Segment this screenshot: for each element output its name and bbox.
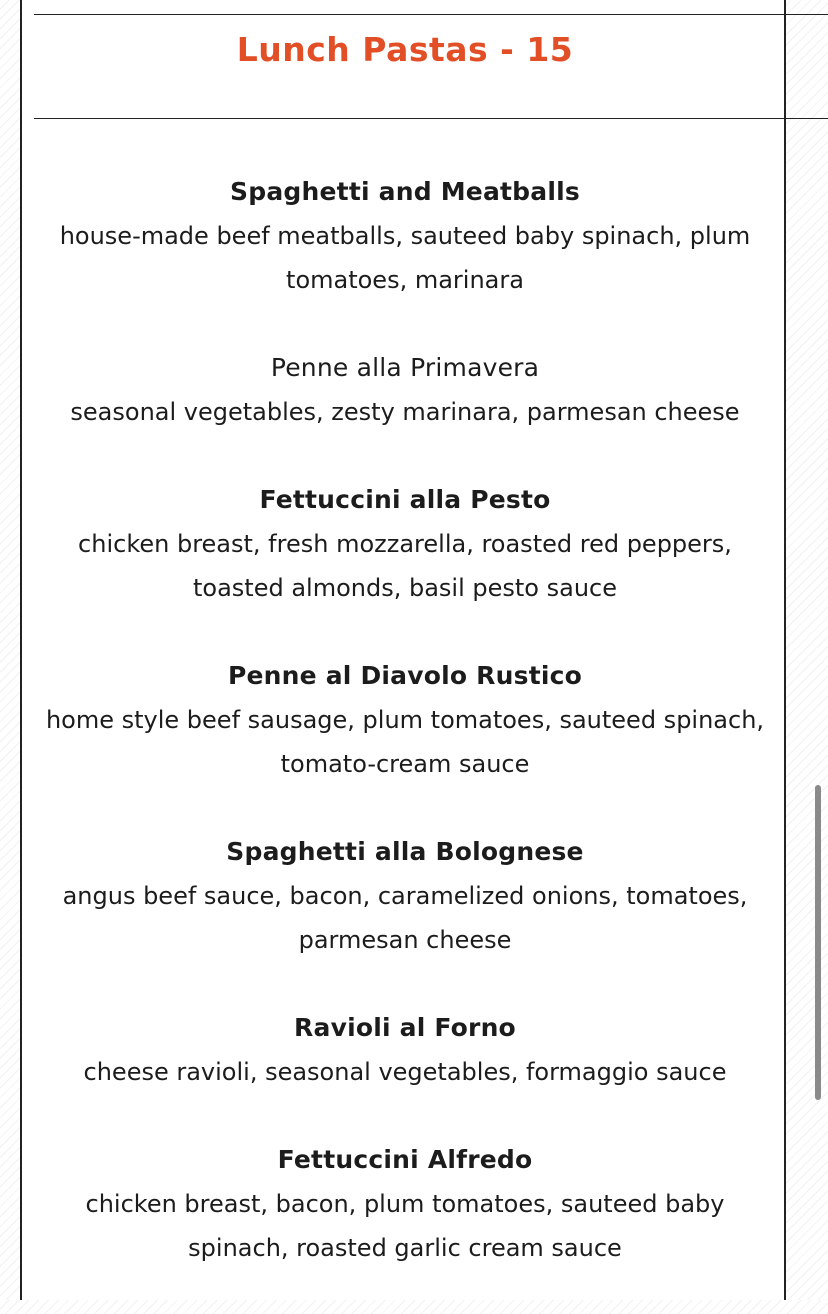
menu-item-name: Ravioli al Forno <box>294 1013 516 1042</box>
menu-item-name: Penne al Diavolo Rustico <box>227 661 583 690</box>
menu-item <box>22 170 788 302</box>
menu-list <box>22 170 788 1314</box>
menu-item <box>22 1138 788 1270</box>
menu-item-description: angus beef sauce, bacon, caramelized onions, tomatoes, parmesan cheese <box>62 882 748 954</box>
top-divider <box>34 14 828 15</box>
menu-item <box>22 1006 788 1094</box>
menu-item-description: chicken breast, fresh mozzarella, roasted red peppers, toasted almonds, basil pesto sauce <box>78 530 732 602</box>
menu-item-description: chicken breast, bacon, plum tomatoes, sauteed baby spinach, roasted garlic cream sauce <box>85 1190 725 1262</box>
menu-item-name: Spaghetti and Meatballs <box>230 177 580 206</box>
menu-item-name: Spaghetti alla Bolognese <box>226 837 584 866</box>
menu-item-description: house-made beef meatballs, sauteed baby spinach, plum tomatoes, marinara <box>59 222 751 294</box>
menu-item-description: seasonal vegetables, zesty marinara, parmesan cheese <box>70 398 740 426</box>
menu-item <box>22 346 788 434</box>
menu-page <box>20 0 786 1300</box>
menu-item-name: Penne alla Primavera <box>270 353 540 382</box>
menu-item-name: Fettuccini Alfredo <box>277 1145 533 1174</box>
title-divider <box>34 118 828 119</box>
menu-item <box>22 830 788 962</box>
scrollbar-thumb[interactable] <box>815 785 821 1100</box>
menu-item <box>22 654 788 786</box>
section-title: Lunch Pastas - 15 <box>236 30 574 69</box>
menu-item <box>22 478 788 610</box>
menu-item-name: Fettuccini alla Pesto <box>259 485 551 514</box>
menu-item-description: cheese ravioli, seasonal vegetables, formaggio sauce <box>83 1058 727 1086</box>
menu-item-description: home style beef sausage, plum tomatoes, sauteed spinach, tomato-cream sauce <box>45 706 765 778</box>
